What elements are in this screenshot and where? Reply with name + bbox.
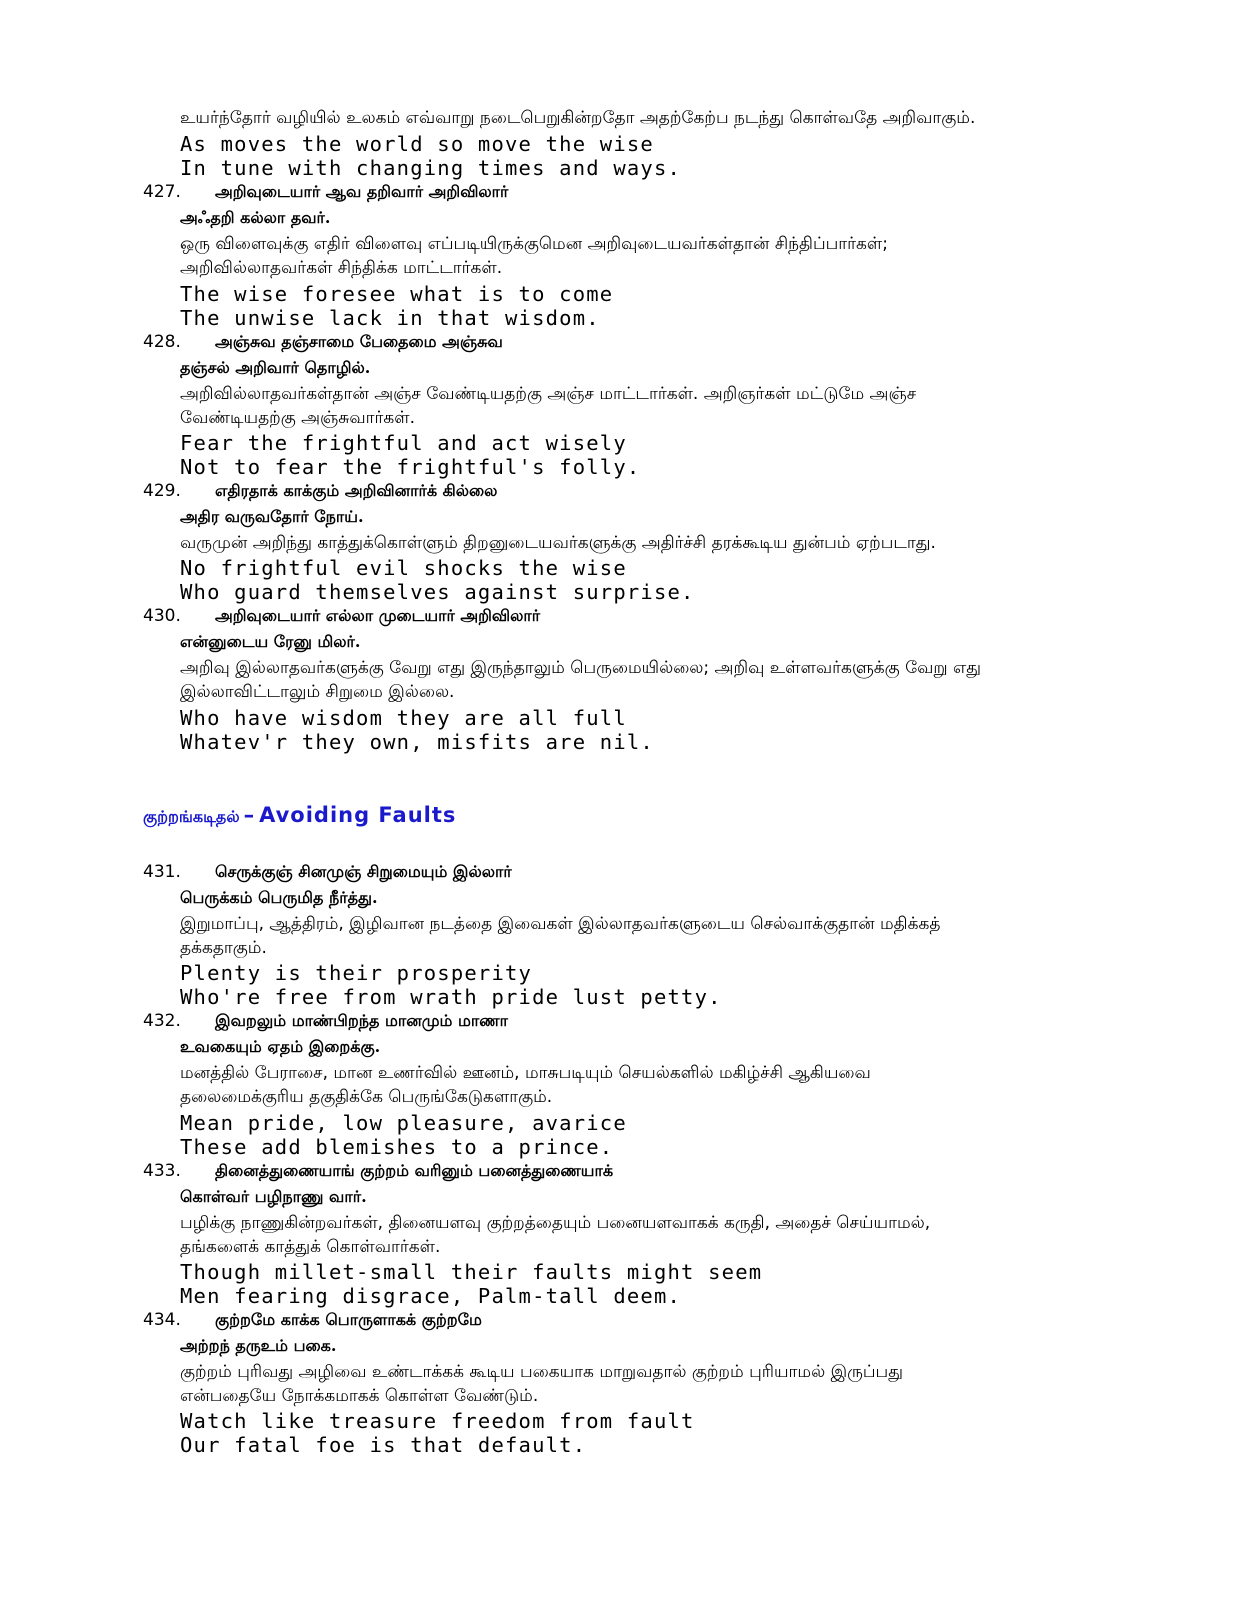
- verse-427-english-2: The unwise lack in that wisdom.: [180, 306, 600, 330]
- verse-431-meaning-1: இறுமாப்பு, ஆத்திரம், இழிவான நடத்தை இவைகள் இல்லாதவர்களுடைய செல்வாக்குதான் மதிக்கத்: [180, 914, 941, 934]
- verse-433-line-2: கொள்வர் பழிநாணு வார்.: [180, 1187, 367, 1206]
- verse-434-number: 434.: [143, 1310, 181, 1330]
- verse-428-number: 428.: [143, 332, 181, 352]
- verse-428-meaning-1: அறிவில்லாதவர்கள்தான் அஞ்ச வேண்டியதற்கு அஞ்ச மாட்டார்கள். அறிஞர்கள் மட்டுமே அஞ்ச: [180, 384, 917, 404]
- verse-428-english-2: Not to fear the frightful's folly.: [180, 455, 641, 479]
- verse-434-meaning-1: குற்றம் புரிவது அழிவை உண்டாக்கக் கூடிய பகையாக மாறுவதால் குற்றம் புரியாமல் இருப்பது: [180, 1362, 903, 1382]
- verse-430-line-2: என்னுடைய ரேனு மிலர்.: [180, 632, 361, 651]
- verse-432-meaning-1: மனத்தில் பேராசை, மான உணர்வில் ஊனம், மாசுபடியும் செயல்களில் மகிழ்ச்சி ஆகியவை: [180, 1063, 871, 1083]
- verse-430-line-1: அறிவுடையார் எல்லா முடையார் அறிவிலார்: [215, 606, 541, 625]
- verse-427-line-1: அறிவுடையார் ஆவ தறிவார் அறிவிலார்: [215, 182, 509, 201]
- intro-english-line-2: In tune with changing times and ways.: [180, 156, 682, 180]
- verse-432-number: 432.: [143, 1011, 181, 1031]
- verse-433-meaning-1: பழிக்கு நாணுகின்றவர்கள், தினையளவு குற்றத்தையும் பனையளவாகக் கருதி, அதைச் செய்யாமல்,: [180, 1213, 931, 1233]
- verse-430-english-2: Whatev'r they own, misfits are nil.: [180, 730, 654, 754]
- verse-428-line-1: அஞ்சுவ தஞ்சாமை பேதைமை அஞ்சுவ: [215, 332, 503, 351]
- verse-431-english-2: Who're free from wrath pride lust petty.: [180, 985, 722, 1009]
- verse-433-meaning-2: தங்களைக் காத்துக் கொள்வார்கள்.: [180, 1237, 441, 1257]
- verse-428-english-1: Fear the frightful and act wisely: [180, 431, 627, 455]
- verse-431-number: 431.: [143, 862, 181, 882]
- section-title-dash: –: [243, 803, 256, 827]
- verse-432-english-2: These add blemishes to a prince.: [180, 1135, 614, 1159]
- verse-429-line-1: எதிரதாக் காக்கும் அறிவினார்க் கில்லை: [215, 481, 498, 500]
- verse-432-line-1: இவறலும் மாண்பிறந்த மானமும் மாணா: [215, 1011, 508, 1030]
- verse-430-number: 430.: [143, 606, 181, 626]
- verse-427-line-2: அஃதறி கல்லா தவர்.: [180, 208, 331, 227]
- verse-427-english-1: The wise foresee what is to come: [180, 282, 614, 306]
- verse-427-number: 427.: [143, 182, 181, 202]
- verse-428-line-2: தஞ்சல் அறிவார் தொழில்.: [180, 358, 371, 377]
- verse-431-english-1: Plenty is their prosperity: [180, 961, 533, 985]
- verse-432-line-2: உவகையும் ஏதம் இறைக்கு.: [180, 1037, 381, 1056]
- verse-432-meaning-2: தலைமைக்குரிய தகுதிக்கே பெருங்கேடுகளாகும்.: [180, 1087, 553, 1107]
- verse-429-english-2: Who guard themselves against surprise.: [180, 580, 695, 604]
- verse-434-english-1: Watch like treasure freedom from fault: [180, 1409, 695, 1433]
- verse-431-line-1: செருக்குஞ் சினமுஞ் சிறுமையும் இல்லார்: [215, 862, 512, 881]
- section-title-tamil: குற்றங்கடிதல்: [143, 807, 240, 826]
- verse-430-meaning-1: அறிவு இல்லாதவர்களுக்கு வேறு எது இருந்தாலும் பெருமையில்லை; அறிவு உள்ளவர்களுக்கு வேறு எது: [180, 658, 982, 678]
- verse-429-number: 429.: [143, 481, 181, 501]
- verse-427-meaning-1: ஒரு விளைவுக்கு எதிர் விளைவு எப்படியிருக்குமென அறிவுடையவர்கள்தான் சிந்திப்பார்கள்;: [180, 234, 888, 254]
- verse-434-meaning-2: என்பதையே நோக்கமாகக் கொள்ள வேண்டும்.: [180, 1386, 539, 1406]
- section-title-english: Avoiding Faults: [259, 803, 457, 827]
- verse-434-line-2: அற்றந் தருஉம் பகை.: [180, 1336, 337, 1355]
- verse-429-meaning-1: வருமுன் அறிந்து காத்துக்கொள்ளும் திறனுடையவர்களுக்கு அதிர்ச்சி தரக்கூடிய துன்பம் ஏற்படாது.: [180, 533, 936, 553]
- verse-432-english-1: Mean pride, low pleasure, avarice: [180, 1111, 627, 1135]
- verse-434-line-1: குற்றமே காக்க பொருளாகக் குற்றமே: [215, 1310, 482, 1329]
- verse-427-meaning-2: அறிவில்லாதவர்கள் சிந்திக்க மாட்டார்கள்.: [180, 258, 503, 278]
- verse-433-english-1: Though millet-small their faults might seem: [180, 1260, 763, 1284]
- verse-430-english-1: Who have wisdom they are all full: [180, 706, 627, 730]
- verse-433-line-1: தினைத்துணையாங் குற்றம் வரினும் பனைத்துணையாக்: [215, 1161, 614, 1180]
- verse-429-line-2: அதிர வருவதோர் நோய்.: [180, 507, 364, 526]
- verse-431-meaning-2: தக்கதாகும்.: [180, 938, 267, 958]
- intro-english-line-1: As moves the world so move the wise: [180, 132, 654, 156]
- verse-433-number: 433.: [143, 1161, 181, 1181]
- verse-431-line-2: பெருக்கம் பெருமித நீர்த்து.: [180, 888, 378, 907]
- intro-meaning: உயர்ந்தோர் வழியில் உலகம் எவ்வாறு நடைபெறுகின்றதோ அதற்கேற்ப நடந்து கொள்வதே அறிவாகும்.: [180, 108, 976, 128]
- verse-430-meaning-2: இல்லாவிட்டாலும் சிறுமை இல்லை.: [180, 682, 455, 702]
- verse-428-meaning-2: வேண்டியதற்கு அஞ்சுவார்கள்.: [180, 408, 416, 428]
- verse-434-english-2: Our fatal foe is that default.: [180, 1433, 587, 1457]
- section-heading: [143, 803, 456, 828]
- verse-429-english-1: No frightful evil shocks the wise: [180, 556, 627, 580]
- verse-433-english-2: Men fearing disgrace, Palm-tall deem.: [180, 1284, 682, 1308]
